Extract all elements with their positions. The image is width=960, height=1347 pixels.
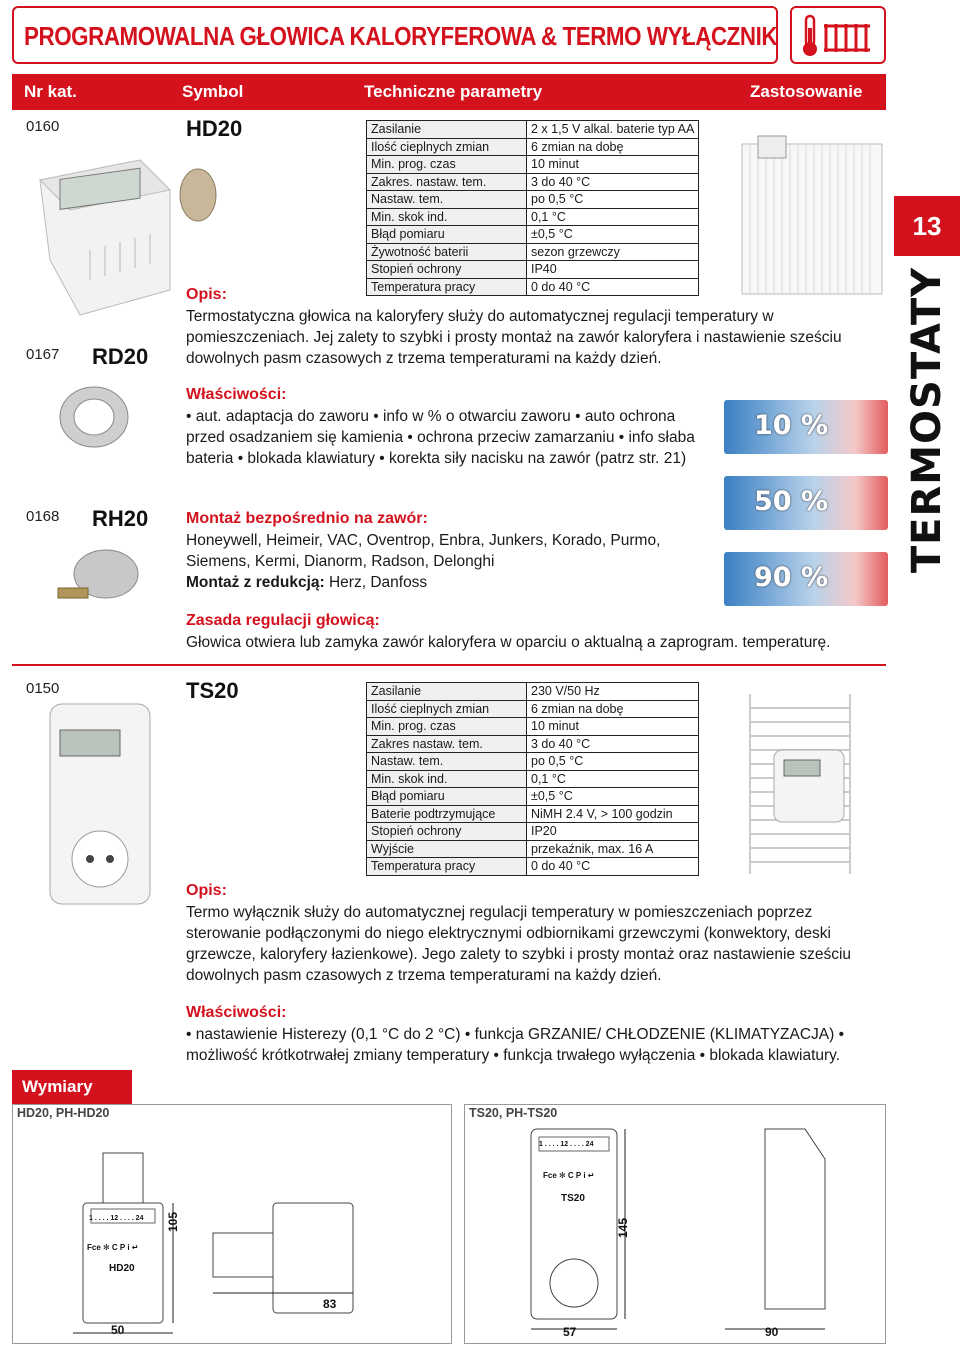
hd20-montaz-text: Honeywell, Heimeir, VAC, Oventrop, Enbra, Junkers, Korado, Purmo, Siemens, Kermi, Dianorm, Radson, Delonghi [186, 532, 661, 570]
percent-50-badge: 50 % [724, 476, 888, 530]
ts20-symbol: TS20 [186, 678, 239, 703]
table-row: Temperatura pracy 0 do 40 °C [367, 858, 699, 876]
table-row: Zakres nastaw. tem. 3 do 40 °C [367, 735, 699, 753]
rh20-product-image [52, 544, 142, 616]
ts20-wlasc-text: • nastawienie Histerezy (0,1 °C do 2 °C) • funkcja GRZANIE/ CHŁODZENIE (KLIMATYZACJA) • możliwość krótkotrwałej zmiany temperatury • funkcja trwałego wyłączenia • blokada klawiatury. [186, 1026, 845, 1064]
table-row: Min. skok ind. 0,1 °C [367, 770, 699, 788]
page-title: PROGRAMOWALNA GŁOWICA KALORYFEROWA & TERMO WYŁĄCZNIK [24, 21, 778, 51]
ts20-wlasc-label: Właściwości: [186, 1004, 287, 1021]
ts20-device-label: TS20 [561, 1193, 585, 1204]
table-row: Wyjście przekaźnik, max. 16 A [367, 840, 699, 858]
hd20-keys: Fce ✻ C P i ↵ [87, 1243, 139, 1252]
table-row: Nastaw. tem. po 0,5 °C [367, 753, 699, 771]
hd20-dim-depth: 83 [323, 1297, 337, 1311]
page-number-badge: 13 [894, 196, 960, 256]
title-frame [12, 6, 778, 64]
rd20-symbol: RD20 [92, 344, 149, 369]
ts20-product-image [30, 694, 170, 924]
table-row: Temperatura pracy 0 do 40 °C [367, 278, 699, 296]
table-row: Min. skok ind. 0,1 °C [367, 208, 699, 226]
thermometer-radiator-icon [790, 6, 886, 64]
hd20-cat-number: 0160 [26, 118, 60, 135]
hd20-dimensions-panel [12, 1104, 452, 1344]
rd20-cat-number: 0167 [26, 346, 60, 363]
hd20-montaz-label: Montaż bezpośrednio na zawór: [186, 510, 428, 527]
ts20-dim-height: 145 [616, 1217, 631, 1239]
ts20-opis-text: Termo wyłącznik służy do automatycznej regulacji temperatury w pomieszczeniach poprzez sterowanie podłączonymi do niego elektrycznymi odbiornikami grzewczymi (konwektory, deski grzewcze, kaloryfery łazienkowe). Jego zalety to szybki i prosty montaż oraz nastawienie sześciu dowolnych pasm czasowych z trzema temperaturami na każdy dzień. [186, 904, 852, 984]
category-label: TERMOSTATY [904, 266, 950, 574]
ts20-scale: 1 . . . . 12 . . . . 24 [539, 1141, 594, 1148]
ts20-dim-width: 57 [563, 1325, 577, 1339]
hd20-redukcja: Montaż z redukcją: Herz, Danfoss [186, 574, 428, 591]
header-params: Techniczne parametry [364, 82, 543, 101]
table-row: Zasilanie 230 V/50 Hz [367, 683, 699, 701]
hd20-scale: 1 . . . . 12 . . . . 24 [89, 1215, 144, 1222]
table-row: Żywotność baterii sezon grzewczy [367, 243, 699, 261]
hd20-dim-width: 50 [111, 1323, 125, 1337]
hd20-wlasc-text: • aut. adaptacja do zaworu • info w % o otwarciu zaworu • auto ochrona przed osadzaniem się kamienia • ochrona przeciw zamarzaniu • info słaba bateria • blokada klawiatury • korekta siły nacisku na zawór (patrz str. 21) [186, 408, 695, 467]
rd20-product-image [56, 380, 132, 454]
hd20-device-label: HD20 [109, 1263, 135, 1274]
table-row: Zasilanie 2 x 1,5 V alkal. baterie typ AA [367, 121, 699, 139]
table-row: Baterie podtrzymujące NiMH 2.4 V, > 100 godzin [367, 805, 699, 823]
percent-90-badge: 90 % [724, 552, 888, 606]
table-row: Min. prog. czas 10 minut [367, 718, 699, 736]
table-row: Ilość cieplnych zmian 6 zmian na dobę [367, 138, 699, 156]
header-use: Zastosowanie [750, 82, 863, 101]
rh20-symbol: RH20 [92, 506, 149, 531]
ts20-spec-table [366, 682, 699, 876]
table-row: Ilość cieplnych zmian 6 zmian na dobę [367, 700, 699, 718]
header-cat: Nr kat. [24, 82, 77, 101]
wymiary-label: Wymiary [12, 1070, 132, 1104]
header-symbol: Symbol [182, 82, 244, 101]
rh20-cat-number: 0168 [26, 508, 60, 525]
radiator-image [712, 132, 888, 308]
hd20-symbol: HD20 [186, 116, 243, 141]
ts20-dimensions-panel [464, 1104, 886, 1344]
ts20-dim-title: TS20, PH-TS20 [469, 1106, 558, 1120]
table-row: Stopień ochrony IP20 [367, 823, 699, 841]
percent-10-badge: 10 % [724, 400, 888, 454]
hd20-zasada-text: Głowica otwiera lub zamyka zawór kaloryfera w oparciu o aktualną a zaprogram. temperaturę. [186, 634, 831, 651]
ts20-dim-depth: 90 [765, 1325, 779, 1339]
hd20-zasada-label: Zasada regulacji głowicą: [186, 612, 380, 629]
table-row: Nastaw. tem. po 0,5 °C [367, 191, 699, 209]
ts20-opis-label: Opis: [186, 882, 227, 899]
hd20-opis-label: Opis: [186, 286, 227, 303]
table-header [12, 74, 886, 110]
hd20-wlasc-label: Właściwości: [186, 386, 287, 403]
table-row: Błąd pomiaru ±0,5 °C [367, 226, 699, 244]
table-row: Błąd pomiaru ±0,5 °C [367, 788, 699, 806]
hd20-spec-table [366, 120, 699, 296]
ts20-keys: Fce ✻ C P i ↵ [543, 1171, 595, 1180]
hd20-dim-height: 105 [166, 1211, 181, 1233]
towel-radiator-image [730, 688, 880, 884]
table-row: Zakres. nastaw. tem. 3 do 40 °C [367, 173, 699, 191]
section-divider [12, 664, 886, 666]
table-row: Min. prog. czas 10 minut [367, 156, 699, 174]
hd20-dim-title: HD20, PH-HD20 [17, 1106, 110, 1120]
ts20-cat-number: 0150 [26, 680, 60, 697]
table-row: Stopień ochrony IP40 [367, 261, 699, 279]
hd20-opis-text: Termostatyczna głowica na kaloryfery służy do automatycznej regulacji temperatury w pomieszczeniach. Jej zalety to szybki i prosty montaż na zawór kaloryfera i nastawienie sześciu dowolnych pasm czasowych z trzema temperaturami na każdy dzień. [186, 308, 842, 367]
